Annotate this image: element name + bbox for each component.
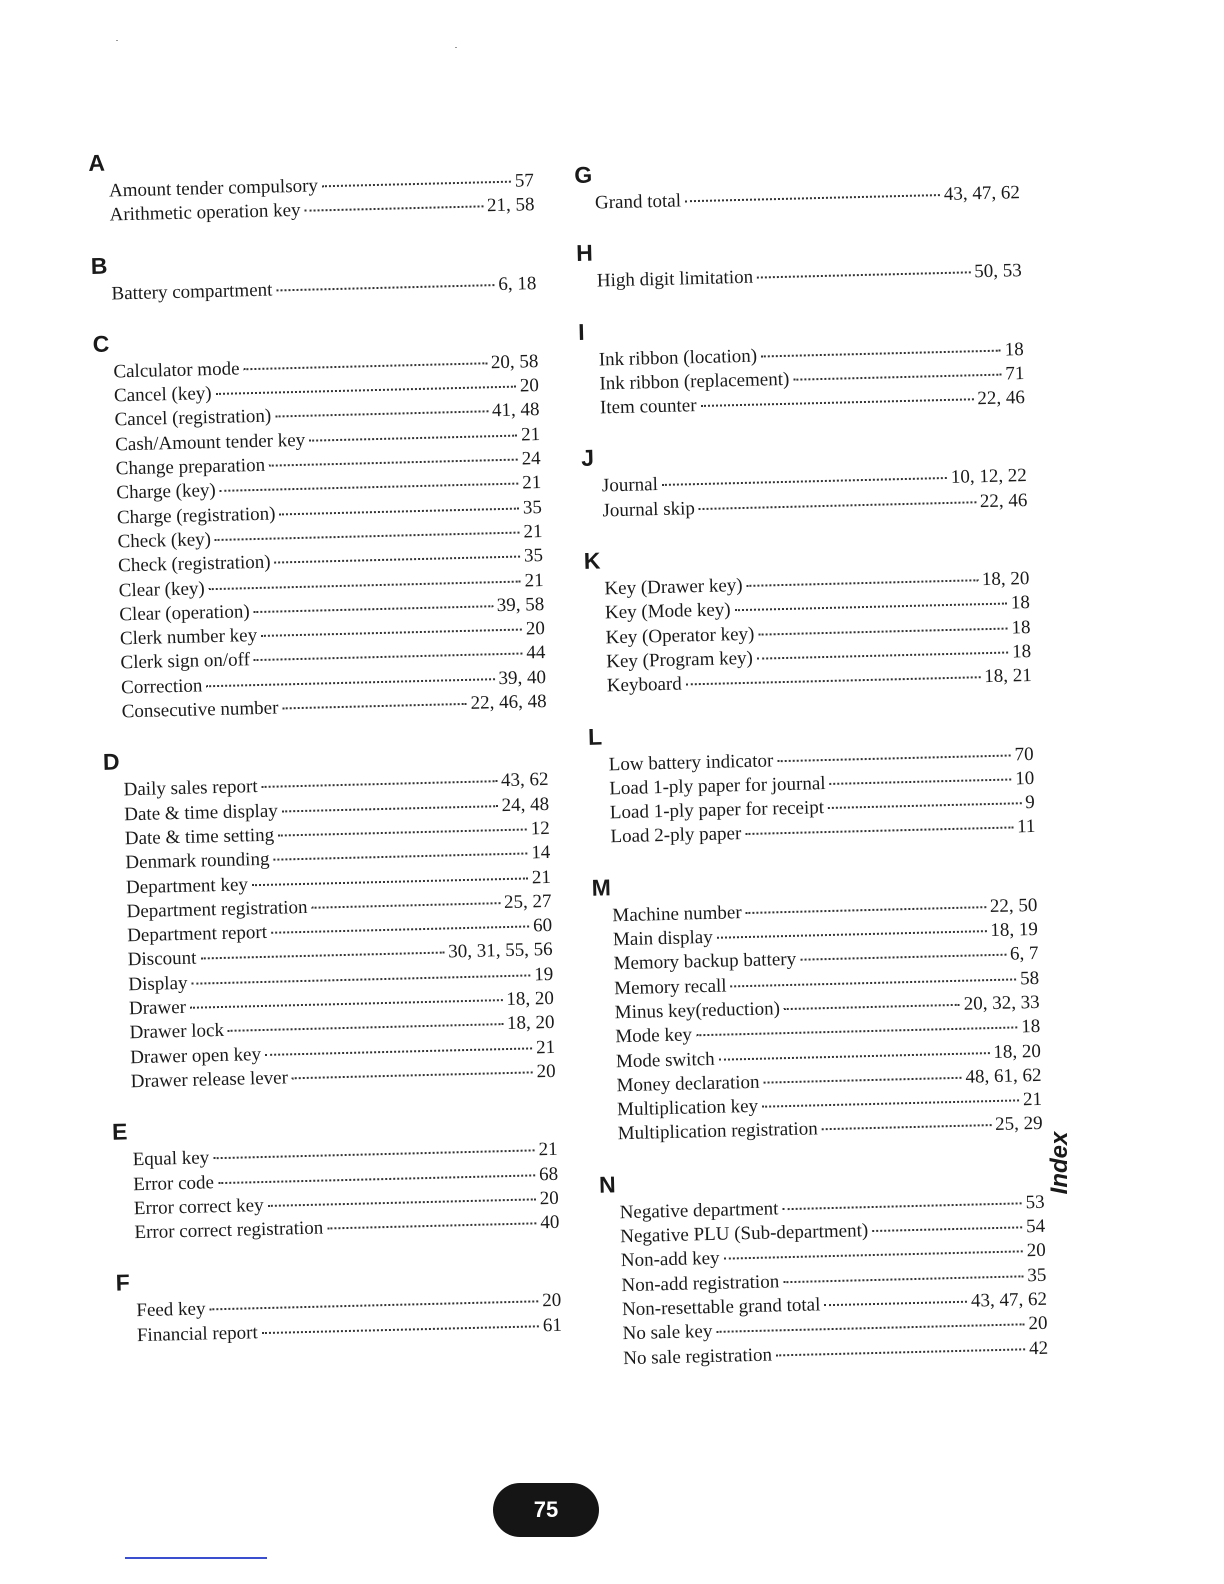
dot-leader (830, 778, 1012, 784)
entry-term: Cancel (registration) (114, 406, 272, 431)
entry-term: Key (Program key) (605, 647, 754, 673)
entry-pages: 20 (1026, 1240, 1046, 1262)
entry-term: Clerk number key (119, 625, 258, 650)
entry-term: Equal key (132, 1147, 210, 1171)
entry-term: Check (key) (117, 529, 212, 553)
dot-leader (701, 398, 974, 407)
dot-leader (216, 386, 516, 395)
entry-pages: 6, 7 (1009, 943, 1039, 965)
section-letter: C (92, 330, 110, 357)
entry-pages: 21 (535, 1036, 556, 1058)
entry-pages: 18, 20 (506, 987, 555, 1011)
dot-leader (268, 1198, 536, 1207)
entry-pages: 22, 46 (977, 387, 1026, 410)
entry-term: Multiplication key (616, 1095, 759, 1121)
entry-pages: 18 (1004, 338, 1024, 361)
dot-leader (758, 627, 1007, 635)
entry-pages: 10, 12, 22 (950, 465, 1028, 489)
entry-pages: 22, 46 (979, 489, 1028, 512)
dot-leader (262, 781, 497, 789)
entry-term: Key (Operator key) (605, 623, 755, 649)
dot-leader (218, 1174, 535, 1184)
entry-pages: 42 (1028, 1337, 1049, 1359)
dot-leader (282, 703, 466, 710)
entry-pages: 18, 20 (981, 568, 1030, 591)
dot-leader (265, 1047, 532, 1056)
entry-pages: 70 (1014, 743, 1034, 765)
dot-leader (228, 1023, 503, 1032)
dot-leader (764, 1077, 962, 1084)
entry-pages: 12 (530, 817, 550, 840)
entry-term: Memory backup battery (613, 949, 797, 975)
index-section-i (578, 308, 1025, 422)
dot-leader (213, 1150, 534, 1160)
dot-leader (745, 827, 1013, 836)
entry-pages: 11 (1016, 816, 1036, 838)
section-letter: F (115, 1269, 131, 1297)
entry-list (116, 1289, 562, 1348)
section-letter: L (587, 723, 603, 750)
entry-list (592, 894, 1043, 1148)
dot-leader (746, 906, 986, 914)
entry-pages: 53 (1025, 1191, 1045, 1213)
entry-pages: 21 (522, 472, 542, 494)
entry-term: No sale key (622, 1321, 713, 1345)
dot-leader (309, 434, 517, 441)
dot-leader (776, 1348, 1025, 1356)
dot-leader (800, 954, 1006, 961)
dot-leader (269, 459, 518, 467)
entry-pages: 18, 21 (983, 665, 1032, 688)
entry-list (93, 350, 547, 725)
dot-leader (747, 579, 978, 587)
page-number-badge: 75 (493, 1483, 599, 1537)
section-letter: A (88, 149, 106, 176)
index-section-l (588, 713, 1036, 851)
index-section-n (599, 1161, 1049, 1372)
entry-pages: 21 (1022, 1088, 1043, 1111)
entry-list (599, 1191, 1048, 1372)
entry-pages: 43, 47, 62 (970, 1288, 1048, 1312)
dot-leader (271, 926, 529, 934)
entry-term: Department key (125, 873, 249, 898)
entry-pages: 35 (523, 545, 544, 567)
dot-leader (261, 629, 522, 637)
entry-pages: 57 (514, 170, 535, 192)
entry-term: Check (registration) (117, 551, 271, 577)
entry-term: Main display (612, 926, 713, 951)
dot-leader (719, 1052, 990, 1061)
entry-term: Key (Drawer key) (604, 575, 743, 600)
dot-leader (777, 754, 1010, 762)
entry-term: Non-add registration (621, 1270, 780, 1296)
dot-leader (276, 284, 494, 291)
entry-pages: 39, 58 (496, 593, 545, 617)
dot-leader (872, 1226, 1022, 1232)
index-left-column (88, 139, 562, 1348)
entry-term: Charge (key) (116, 480, 216, 504)
index-section-c (92, 320, 547, 725)
index-section-e (112, 1108, 560, 1246)
entry-term: Date & time display (123, 800, 279, 825)
index-side-tab (1040, 1126, 1080, 1200)
entry-pages: 21 (531, 866, 552, 888)
entry-pages: 30, 31, 55, 56 (447, 939, 553, 963)
entry-term: High digit limitation (596, 266, 754, 292)
scan-speck (455, 47, 457, 48)
entry-term: Error correct key (133, 1194, 264, 1219)
entry-term: Calculator mode (113, 358, 240, 383)
entry-term: Clerk sign on/off (120, 649, 251, 674)
entry-term: Grand total (594, 190, 682, 214)
footer-rule (125, 1557, 267, 1559)
dot-leader (782, 1202, 1021, 1210)
index-section-d (103, 738, 556, 1095)
entry-term: Load 1-ply paper for journal (609, 772, 826, 800)
dot-leader (824, 1301, 967, 1306)
entry-pages: 21 (520, 423, 541, 446)
entry-term: Load 1-ply paper for receipt (609, 797, 825, 824)
index-right-column (574, 151, 1048, 1371)
dot-leader (662, 477, 947, 486)
dot-leader (209, 580, 521, 590)
entry-term: Mode key (615, 1024, 693, 1048)
entry-list (103, 768, 556, 1095)
dot-leader (206, 678, 494, 687)
entry-pages: 21 (524, 569, 544, 592)
entry-term: Consecutive number (121, 697, 279, 723)
entry-term: Non-add key (620, 1248, 720, 1272)
section-letter: D (102, 748, 120, 776)
entry-pages: 21 (523, 520, 543, 543)
entry-pages: 20 (525, 618, 546, 640)
dot-leader (278, 828, 527, 836)
entry-pages: 18, 20 (993, 1040, 1042, 1063)
entry-term: Negative PLU (Sub-department) (620, 1220, 869, 1248)
dot-leader (312, 902, 501, 909)
entry-pages: 50, 53 (974, 260, 1023, 283)
dot-leader (254, 605, 493, 613)
dot-leader (822, 1125, 991, 1131)
dot-leader (252, 877, 528, 886)
entry-term: Error correct registration (134, 1217, 324, 1244)
dot-leader (191, 974, 530, 984)
entry-pages: 39, 40 (498, 666, 547, 689)
entry-pages: 41, 48 (491, 399, 540, 422)
entry-pages: 18 (1011, 616, 1031, 639)
entry-pages: 14 (531, 842, 551, 864)
dot-leader (757, 652, 1008, 660)
dot-leader (215, 532, 520, 541)
entry-term: Arithmetic operation key (109, 200, 301, 226)
entry-pages: 25, 27 (503, 890, 552, 913)
entry-term: Clear (operation) (119, 601, 250, 626)
dot-leader (279, 507, 519, 515)
dot-leader (685, 194, 940, 202)
entry-term: Financial report (136, 1321, 259, 1346)
entry-term: Multiplication registration (617, 1118, 818, 1145)
entry-pages: 43, 47, 62 (943, 182, 1021, 205)
section-letter: M (591, 874, 612, 901)
entry-term: Charge (registration) (116, 503, 276, 529)
entry-term: Denmark rounding (125, 849, 270, 874)
dot-leader (275, 556, 520, 564)
index-section-g (574, 151, 1020, 216)
index-section-j (581, 435, 1028, 524)
dot-leader (761, 349, 1001, 357)
dot-leader (757, 272, 970, 279)
entry-pages: 44 (526, 642, 546, 664)
entry-pages: 24, 48 (501, 793, 550, 816)
entry-pages: 68 (538, 1163, 559, 1185)
entry-term: Error code (133, 1171, 215, 1195)
index-section-a (88, 139, 535, 228)
entry-list (588, 743, 1035, 851)
entry-pages: 40 (540, 1211, 560, 1234)
entry-term: Correction (120, 675, 203, 699)
entry-term: Journal (601, 474, 659, 497)
entry-term: Money declaration (616, 1071, 760, 1097)
scan-speck (116, 40, 118, 41)
entry-pages: 18 (1021, 1016, 1041, 1038)
entry-term: Minus key(reduction) (614, 998, 781, 1024)
entry-pages: 18, 20 (506, 1012, 555, 1035)
section-letter: E (111, 1118, 128, 1145)
dot-leader (305, 206, 483, 212)
entry-pages: 22, 46, 48 (470, 691, 547, 714)
entry-term: Key (Mode key) (604, 599, 731, 624)
dot-leader (262, 1325, 539, 1334)
entry-pages: 54 (1025, 1215, 1046, 1238)
entry-term: Feed key (136, 1298, 206, 1322)
dot-leader (686, 676, 981, 685)
entry-term: Clear (key) (118, 577, 205, 601)
dot-leader (275, 411, 488, 418)
entry-pages: 6, 18 (498, 272, 537, 295)
entry-pages: 20 (542, 1290, 562, 1312)
entry-term: Mode switch (615, 1048, 715, 1072)
entry-pages: 18 (1011, 640, 1032, 663)
entry-term: Department report (126, 921, 268, 947)
side-label-text: Index (1046, 1131, 1073, 1195)
dot-leader (784, 1004, 960, 1010)
entry-pages: 35 (522, 496, 543, 519)
entry-term: Drawer release lever (130, 1067, 289, 1093)
entry-pages: 20, 32, 33 (963, 991, 1040, 1015)
dot-leader (327, 1222, 536, 1229)
entry-term: Drawer (128, 996, 187, 1020)
entry-pages: 24 (521, 448, 541, 470)
entry-term: Load 2-ply paper (610, 823, 742, 848)
entry-term: Low battery indicator (608, 749, 774, 775)
index-section-f (115, 1259, 562, 1348)
dot-leader (243, 362, 486, 370)
entry-list (584, 567, 1032, 699)
entry-pages: 19 (534, 963, 554, 986)
entry-pages: 20 (519, 375, 540, 397)
dot-leader (699, 501, 976, 510)
entry-term: Keyboard (606, 673, 682, 697)
entry-term: Cancel (key) (113, 383, 212, 407)
entry-pages: 20 (1028, 1312, 1048, 1335)
section-letter: N (598, 1171, 616, 1198)
entry-term: Non-resettable grand total (621, 1294, 821, 1321)
entry-term: Item counter (599, 395, 697, 419)
entry-term: Ink ribbon (replacement) (599, 368, 790, 395)
entry-term: Date & time setting (124, 824, 275, 850)
entry-term: No sale registration (622, 1344, 773, 1369)
entry-pages: 20 (539, 1187, 560, 1210)
entry-pages: 60 (532, 915, 553, 937)
dot-leader (723, 1251, 1022, 1260)
entry-pages: 43, 62 (500, 769, 549, 792)
entry-pages: 61 (542, 1314, 563, 1336)
entry-pages: 35 (1027, 1264, 1047, 1286)
entry-term: Battery compartment (111, 279, 273, 305)
dot-leader (731, 978, 1017, 987)
entry-pages: 48, 61, 62 (965, 1064, 1042, 1088)
dot-leader (783, 1275, 1023, 1283)
entry-pages: 10 (1014, 767, 1035, 790)
dot-leader (282, 805, 498, 812)
entry-term: Daily sales report (123, 776, 258, 801)
entry-pages: 21, 58 (486, 194, 535, 217)
entry-pages: 71 (1005, 362, 1025, 385)
section-letter: B (90, 252, 108, 279)
entry-list (112, 1138, 559, 1246)
section-letter: G (574, 161, 593, 188)
entry-pages: 22, 50 (989, 894, 1038, 917)
entry-list (579, 338, 1026, 422)
entry-term: Machine number (612, 901, 742, 927)
dot-leader (190, 999, 502, 1009)
entry-pages: 58 (1019, 967, 1040, 989)
dot-leader (762, 1100, 1019, 1108)
dot-leader (220, 483, 519, 492)
entry-pages: 20 (536, 1060, 556, 1083)
entry-term: Drawer lock (129, 1020, 225, 1044)
section-letter: I (577, 318, 585, 345)
entry-term: Department registration (126, 896, 308, 923)
section-letter: J (580, 445, 595, 472)
index-section-k (583, 537, 1032, 699)
dot-leader (717, 930, 987, 939)
section-letter: K (583, 547, 601, 574)
entry-term: Journal skip (602, 497, 696, 522)
entry-term: Discount (127, 948, 197, 971)
section-letter: H (575, 239, 594, 267)
dot-leader (735, 603, 1007, 612)
entry-term: Memory recall (613, 975, 727, 999)
entry-pages: 9 (1025, 792, 1036, 814)
entry-pages: 20, 58 (490, 350, 539, 374)
entry-term: Display (128, 972, 188, 995)
entry-term: Negative department (619, 1198, 779, 1223)
dot-leader (716, 1324, 1024, 1334)
entry-pages: 18 (1010, 592, 1031, 614)
entry-pages: 18, 19 (990, 918, 1039, 942)
entry-term: Cash/Amount tender key (114, 429, 306, 456)
dot-leader (209, 1301, 538, 1311)
entry-term: Amount tender compulsory (108, 175, 319, 202)
index-section-m (591, 864, 1043, 1148)
entry-pages: 21 (538, 1139, 558, 1161)
entry-term: Drawer open key (129, 1043, 262, 1068)
entry-term: Ink ribbon (location) (598, 345, 758, 371)
dot-leader (292, 1071, 533, 1079)
entry-term: Change preparation (115, 454, 266, 480)
dot-leader (254, 653, 522, 662)
dot-leader (696, 1027, 1017, 1037)
dot-leader (793, 374, 1001, 381)
dot-leader (200, 952, 444, 960)
dot-leader (322, 181, 511, 188)
dot-leader (273, 853, 527, 861)
dot-leader (828, 802, 1021, 809)
entry-pages: 25, 29 (994, 1113, 1043, 1136)
